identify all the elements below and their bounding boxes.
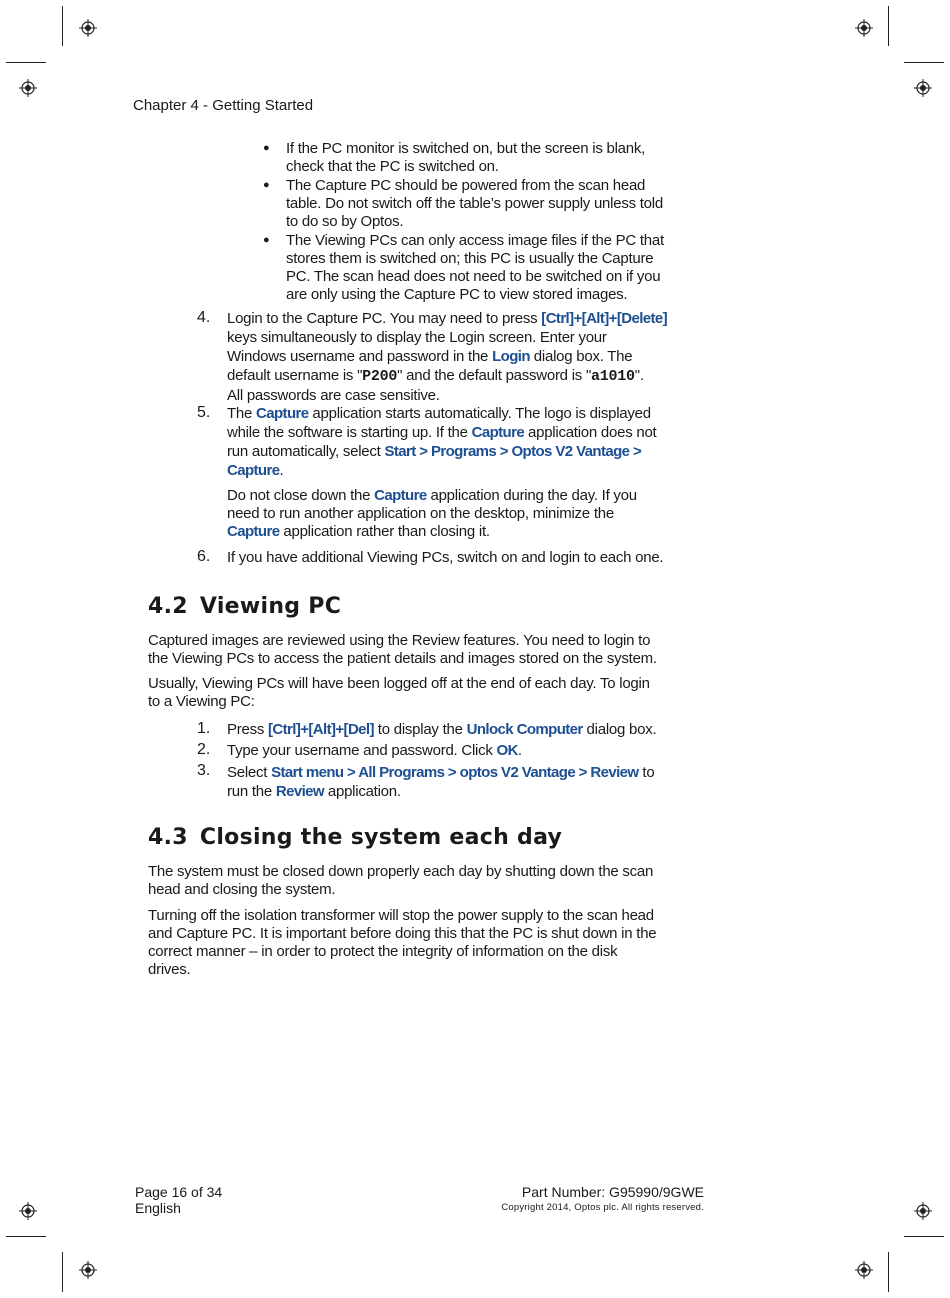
registration-mark-icon (19, 1202, 37, 1220)
bullet-line: The Capture PC should be powered from the scan head (286, 177, 646, 194)
step-line (227, 782, 654, 801)
text: Do not close down the (227, 487, 375, 504)
section-number: 4.2 (148, 594, 188, 619)
registration-mark-icon (855, 19, 873, 37)
paragraph-line: Usually, Viewing PCs will have been logged off at the end of each day. To login (148, 675, 650, 692)
crop-mark (62, 6, 63, 46)
menu-path: Start menu > All Programs > optos V2 Vantage > Review (271, 764, 639, 781)
part-number: Part Number: G95990/9GWE (521, 1184, 704, 1200)
crop-mark (888, 6, 889, 46)
crop-mark (888, 1252, 889, 1292)
paragraph (148, 675, 650, 711)
ui-label: Login (492, 348, 530, 365)
step-5 (227, 404, 656, 480)
crop-mark (904, 62, 944, 63)
registration-mark-icon (855, 1261, 873, 1279)
section-title: Closing the system each day (199, 825, 563, 850)
text: to (638, 764, 655, 781)
paragraph-line: Captured images are reviewed using the Review features. You need to login to (148, 632, 651, 649)
paragraph-line: and Capture PC. It is important before doing this that the PC is shut down in the (148, 925, 657, 942)
paragraph (148, 907, 656, 979)
menu-path: Capture (227, 462, 280, 479)
crop-mark (904, 1236, 944, 1237)
running-header: Chapter 4 - Getting Started (133, 97, 314, 114)
step-line (227, 763, 654, 782)
bullet-dot: ● (263, 142, 270, 154)
text: to display the (373, 721, 467, 738)
step-line (227, 423, 656, 442)
text: ". (634, 367, 644, 384)
crop-mark (62, 1252, 63, 1292)
text: Login to the Capture PC. You may need to press (227, 310, 542, 327)
page-number: Page 16 of 34 (135, 1184, 223, 1200)
bullet-dot: ● (263, 179, 270, 191)
paragraph-line: to a Viewing PC: (148, 693, 255, 710)
default-username: P200 (362, 368, 398, 385)
paragraph-line: head and closing the system. (148, 881, 336, 898)
step-line: need to run another application on the desktop, minimize the (227, 505, 614, 522)
text: application. (323, 783, 401, 800)
section-heading (148, 594, 341, 619)
step-line (227, 366, 667, 386)
step-number: 2. (197, 741, 211, 758)
text: application during the day. If you (426, 487, 637, 504)
step-number: 5. (197, 404, 211, 421)
registration-mark-icon (914, 1202, 932, 1220)
step-line: All passwords are case sensitive. (227, 387, 440, 404)
step-line (227, 442, 656, 461)
step-line (227, 347, 667, 366)
ui-label: Capture (374, 487, 427, 504)
text: Press (227, 721, 269, 738)
step-line (227, 404, 656, 423)
bullet-line: table. Do not switch off the table’s power supply unless told (286, 195, 663, 212)
ui-label: Capture (256, 405, 309, 422)
step-number: 1. (197, 720, 211, 737)
bullet-item (286, 232, 664, 304)
text: " and the default password is " (397, 367, 592, 384)
viewing-step-3 (227, 763, 654, 801)
text: . (517, 742, 522, 759)
registration-mark-icon (79, 19, 97, 37)
bullet-line: PC. The scan head does not need to be switched on if you (286, 268, 661, 285)
step-number: 6. (197, 548, 211, 565)
bullet-line: If the PC monitor is switched on, but the screen is blank, (286, 140, 646, 157)
text: . (279, 462, 284, 479)
registration-mark-icon (914, 79, 932, 97)
paragraph (148, 863, 653, 899)
bullet-line: to do so by Optos. (286, 213, 404, 230)
paragraph-line: correct manner – in order to protect the integrity of information on the disk (148, 943, 618, 960)
default-password: a1010 (591, 368, 635, 385)
step-line (227, 523, 637, 541)
step-5-note (227, 487, 637, 541)
text: dialog box. The (529, 348, 633, 365)
bullet-line: check that the PC is switched on. (286, 158, 499, 175)
text: Type your username and password. Click (227, 742, 497, 759)
ui-label: Review (275, 783, 324, 800)
bullet-item (286, 177, 663, 231)
text: application does not (524, 424, 657, 441)
step-4 (227, 309, 667, 405)
text: The (227, 405, 257, 422)
text: application rather than closing it. (279, 523, 490, 540)
paragraph-line: the Viewing PCs to access the patient details and images stored on the system. (148, 650, 657, 667)
paragraph-line: The system must be closed down properly each day by shutting down the scan (148, 863, 654, 880)
menu-path: Start > Programs > Optos V2 Vantage > (384, 443, 642, 460)
bullet-line: The Viewing PCs can only access image files if the PC that (286, 232, 664, 249)
section-number: 4.3 (148, 825, 188, 850)
text: Select (227, 764, 272, 781)
text: dialog box. (582, 721, 657, 738)
text: run the (227, 783, 276, 800)
language: English (135, 1200, 181, 1216)
registration-mark-icon (79, 1261, 97, 1279)
step-line (227, 487, 637, 505)
text: run automatically, select (227, 443, 385, 460)
step-line: keys simultaneously to display the Login screen. Enter your (227, 329, 607, 346)
step-number: 3. (197, 762, 211, 779)
text: Windows username and password in the (227, 348, 493, 365)
step-6: If you have additional Viewing PCs, switch on and login to each one. (227, 549, 664, 566)
key-combo: [Ctrl]+[Alt]+[Del] (268, 721, 374, 738)
viewing-step-1 (227, 721, 656, 739)
bullet-dot: ● (263, 234, 270, 246)
key-combo: [Ctrl]+[Alt]+[Delete] (541, 310, 668, 327)
text: while the software is starting up. If the (227, 424, 472, 441)
section-heading (148, 825, 562, 850)
footer-right (501, 1184, 704, 1216)
ui-label: OK (496, 742, 518, 759)
ui-label: Capture (471, 424, 525, 441)
step-line (227, 461, 656, 480)
copyright: Copyright 2014, Optos plc. All rights reserved. (501, 1202, 704, 1213)
footer-left (135, 1184, 222, 1216)
paragraph-line: drives. (148, 961, 191, 978)
step-number: 4. (197, 309, 211, 326)
bullet-line: stores them is switched on; this PC is usually the Capture (286, 250, 654, 267)
crop-mark (6, 1236, 46, 1237)
crop-mark (6, 62, 46, 63)
ui-label: Unlock Computer (466, 721, 583, 738)
step-line (227, 309, 667, 328)
paragraph-line: Turning off the isolation transformer will stop the power supply to the scan head (148, 907, 654, 924)
ui-label: Capture (227, 523, 280, 540)
text: application starts automatically. The logo is displayed (308, 405, 651, 422)
section-title: Viewing PC (199, 594, 342, 619)
bullet-line: are only using the Capture PC to view stored images. (286, 286, 628, 303)
bullet-item (286, 140, 645, 176)
registration-mark-icon (19, 79, 37, 97)
paragraph (148, 632, 657, 668)
viewing-step-2 (227, 742, 522, 760)
text: default username is " (227, 367, 363, 384)
